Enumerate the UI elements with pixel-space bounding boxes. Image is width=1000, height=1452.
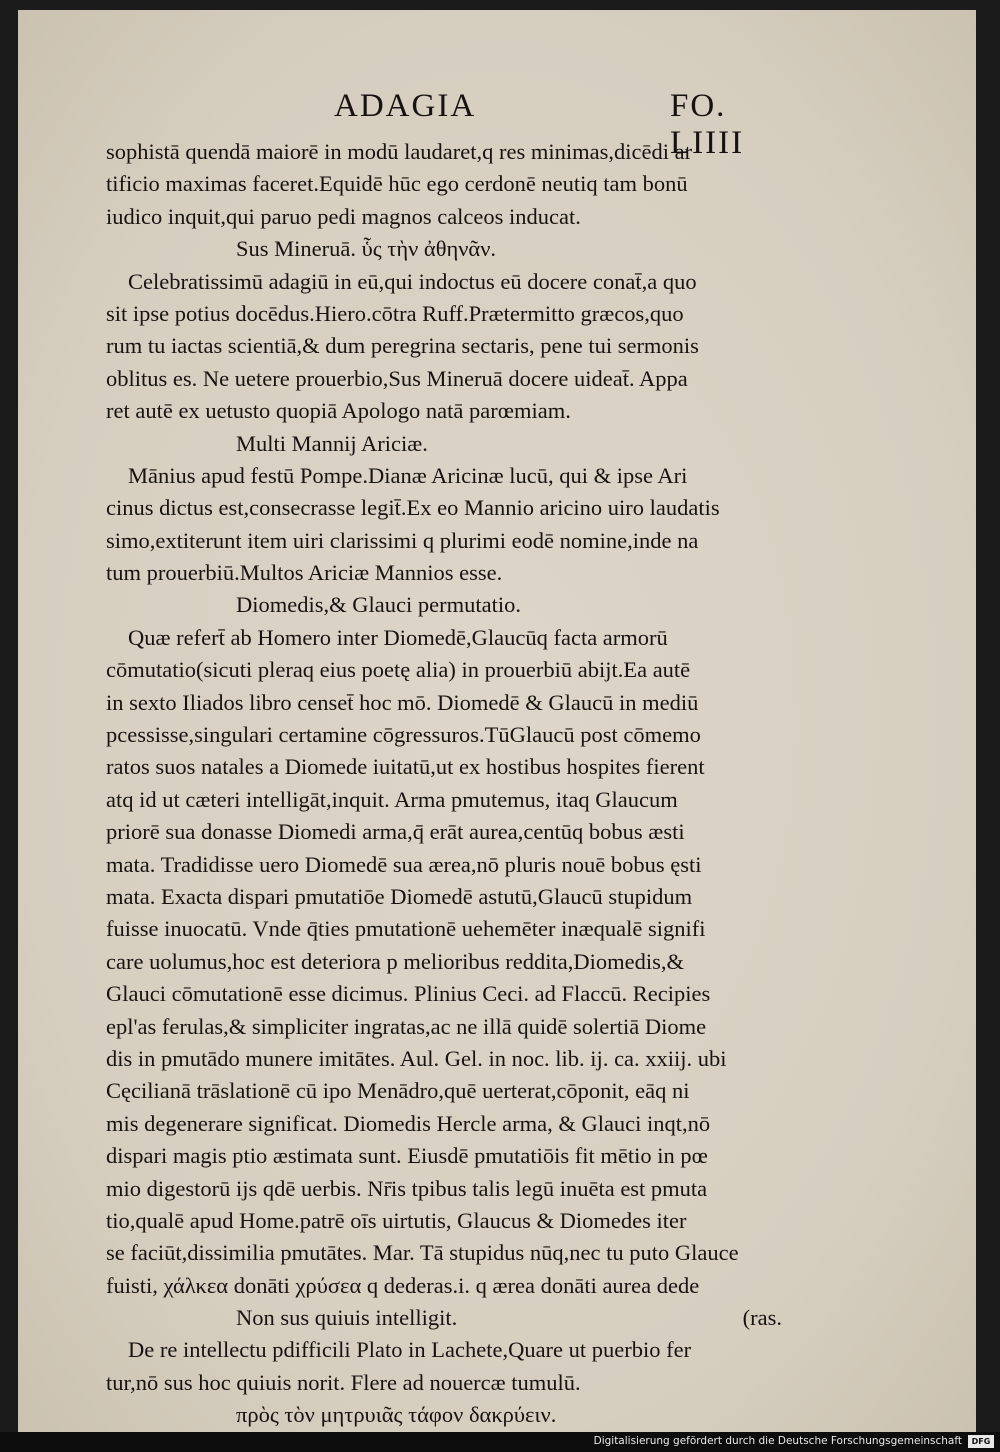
text-line: ret autē ex uetusto quopiā Apologo natā parœmiam. (106, 398, 571, 424)
text-line: mata. Exacta dispari pmutatiōe Diomedē astutū,Glaucū stupidum (106, 883, 693, 909)
text-line: mis degenerare significat. Diomedis Hercle arma, & Glauci inqt,nō (106, 1110, 711, 1136)
adage-heading-sus-minerua: Sus Mineruā. ὗς τὴν ἀθηνᾶν. (236, 236, 496, 262)
adage-heading-diomedis: Diomedis,& Glauci permutatio. (236, 592, 521, 618)
page-paper (18, 10, 976, 1432)
text-line: De re intellectu pdifficili Plato in Lachete,Quare ut puerbio fer (128, 1337, 692, 1363)
footer-credit: Digitalisierung gefördert durch die Deutsche Forschungsgemeinschaft (593, 1435, 962, 1447)
adage-heading-non-sus (106, 1302, 786, 1334)
greek-heading-line: πρὸς τὸν μητρυιᾶς τάφον δακρύειν. (236, 1402, 557, 1428)
text-line: epl'as ferulas,& simpliciter ingratas,ac ne illā quidē solertiā Diome (106, 1013, 707, 1039)
body-text (106, 136, 786, 1432)
text-line: tificio maximas faceret.Equidē hūc ego cerdonē neutiq tam bonū (106, 171, 688, 197)
text-line: tum prouerbiū.Multos Ariciæ Mannios esse. (106, 560, 503, 586)
text-line: ratos suos natales a Diomede iuitatū,ut ex hostibus hospites fierent (106, 754, 705, 780)
folio-number: FO. LIIII (670, 88, 745, 161)
text-line: dispari magis ptio æstimata sunt. Eiusdē pmutatiōis fit mētio in pœ (106, 1143, 708, 1169)
heading-text: Non sus quiuis intelligit. (236, 1305, 458, 1331)
text-line: fuisse inuocatū. Vnde q̄ties pmutationē uehemēter inæqualē signifi (106, 916, 706, 942)
text-line: Mānius apud festū Pompe.Dianæ Aricinæ lucū, qui & ipse Ari (128, 462, 688, 488)
text-line: oblitus es. Ne uetere prouerbio,Sus Mineruā docere uideat̄. Appa (106, 365, 688, 391)
text-line: care uolumus,hoc est deteriora p melioribus reddita,Diomedis,& (106, 948, 684, 974)
text-line: mio digestorū ijs qdē uerbis. Nr̄is tpibus talis legū inuēta est pmuta (106, 1175, 708, 1201)
adage-heading-multi-mannij: Multi Mannij Ariciæ. (236, 430, 428, 456)
text-line: sit ipse potius docēdus.Hiero.cōtra Ruff.Prætermitto græcos,quo (106, 300, 684, 326)
text-line: Glauci cōmutationē esse dicimus. Plinius Ceci. ad Flaccū. Recipies (106, 981, 711, 1007)
text-line: Celebratissimū adagiū in eū,qui indoctus eū docere conat̄,a quo (128, 268, 697, 294)
dfg-logo-icon: DFG (968, 1435, 994, 1448)
text-line: atq id ut cæteri intelligāt,inquit. Arma pmutemus, itaq Glaucum (106, 786, 678, 812)
text-line: mata. Tradidisse uero Diomedē sua ærea,nō pluris nouē bobus ęsti (106, 851, 702, 877)
text-line: pcessisse,singulari certamine cōgressuros.TūGlaucū post cōmemo (106, 722, 701, 748)
text-line: fuisti, χάλκεα donāti χρύσεα q dederas.i. q ærea donāti aurea dede (106, 1272, 700, 1298)
funding-footer (0, 1432, 1000, 1452)
text-line: priorē sua donasse Diomedi arma,q̄ erāt aurea,centūq bobus æsti (106, 819, 685, 845)
header-title: ADAGIA (334, 88, 477, 124)
text-line: tio,qualē apud Home.patrē oīs uirtutis, Glaucus & Diomedes iter (106, 1207, 687, 1233)
text-line: iudico inquit,qui paruo pedi magnos calceos inducat. (106, 203, 581, 229)
text-line: sophistā quendā maiorē in modū laudaret,q res minimas,dicēdi ar (106, 139, 693, 164)
text-line: simo,extiterunt item uiri clarissimi q plurimi eodē nomine,inde na (106, 527, 699, 553)
line-tail: (ras. (742, 1305, 782, 1331)
book-page (18, 10, 976, 1432)
text-line: dis in pmutādo munere imitātes. Aul. Gel. in noc. lib. ij. ca. xxiij. ubi (106, 1045, 727, 1071)
text-line: in sexto Iliados libro censet̄ hoc mō. Diomedē & Glaucū in mediū (106, 689, 699, 715)
text-line: cinus dictus est,consecrasse legit̄.Ex eo Mannio aricino uiro laudatis (106, 495, 720, 521)
text-line: Cęcilianā trāslationē cū ipo Menādro,quē uerterat,cōponit, eāq ni (106, 1078, 690, 1104)
text-line: se faciūt,dissimilia pmutātes. Mar. Tā stupidus nūq,nec tu puto Glauce (106, 1240, 739, 1266)
text-line: cōmutatio(sicuti pleraq eius poetę alia) in prouerbiū abijt.Ea autē (106, 657, 691, 683)
text-line: rum tu iactas scientiā,& dum peregrina sectaris, pene tui sermonis (106, 333, 699, 359)
text-line: Quæ refert̄ ab Homero inter Diomedē,Glaucūq facta armorū (128, 624, 668, 650)
text-line-with-heading: tur,nō sus hoc quiuis norit. Flere ad nouercæ tumulū. (106, 1369, 581, 1395)
